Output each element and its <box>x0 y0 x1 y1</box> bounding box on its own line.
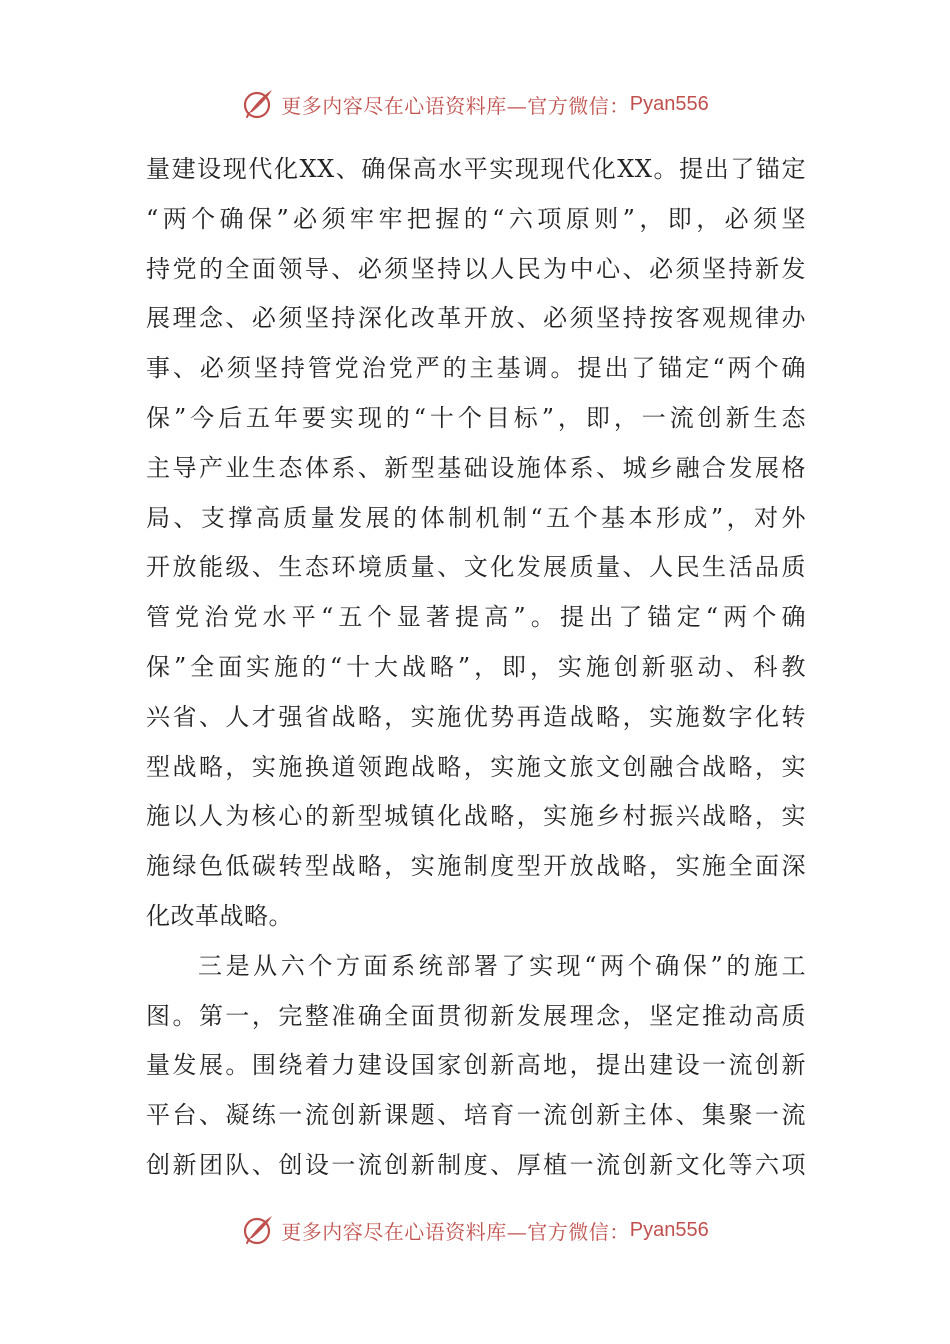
text-line: 型战略，实施换道领跑战略，实施文旅文创融合战略，实 <box>146 752 806 781</box>
watermark-footer <box>0 1210 950 1250</box>
watermark-account: Pyan556 <box>629 92 709 115</box>
watermark-text: 更多内容尽在心语资料库—官方微信： <box>281 1219 630 1244</box>
text-line: 保”今后五年要实现的“十个目标”，即，一流创新生态 <box>146 403 806 432</box>
quill-pen-circle-icon <box>241 1213 275 1247</box>
text-line: 管党治党水平“五个显著提高”。提出了锚定“两个确 <box>146 603 806 632</box>
text-line: 兴省、人才强省战略，实施优势再造战略，实施数字化转 <box>146 702 806 731</box>
text-line: 创新团队、创设一流创新制度、厚植一流创新文化等六项 <box>146 1150 806 1179</box>
text-line: 主导产业生态体系、新型基础设施体系、城乡融合发展格 <box>146 453 806 482</box>
text-line: 施绿色低碳转型战略，实施制度型开放战略，实施全面深 <box>146 852 806 881</box>
text-line: 展理念、必须坚持深化改革开放、必须坚持按客观规律办 <box>146 304 806 333</box>
text-line: 平台、凝练一流创新课题、培育一流创新主体、集聚一流 <box>146 1101 806 1130</box>
text-line: 施以人为核心的新型城镇化战略，实施乡村振兴战略，实 <box>146 802 806 831</box>
text-line: 保”全面实施的“十大战略”，即，实施创新驱动、科教 <box>146 652 806 681</box>
quill-pen-circle-icon <box>241 87 275 121</box>
text-line: 局、支撑高质量发展的体制机制“五个基本形成”，对外 <box>146 503 806 532</box>
text-line: 图。第一，完整准确全面贯彻新发展理念，坚定推动高质 <box>146 1001 806 1030</box>
watermark-header <box>0 84 950 124</box>
paragraph-start-line: 三是从六个方面系统部署了实现“两个确保”的施工 <box>198 951 806 980</box>
text-line: 量建设现代化XX、确保高水平实现现代化XX。提出了锚定 <box>146 155 806 183</box>
watermark-text: 更多内容尽在心语资料库—官方微信： <box>281 93 630 118</box>
text-line: 量发展。围绕着力建设国家创新高地，提出建设一流创新 <box>146 1051 806 1080</box>
document-body <box>146 145 806 1191</box>
text-line: 事、必须坚持管党治党严的主基调。提出了锚定“两个确 <box>146 354 806 383</box>
text-line: 化改革战略。 <box>146 901 293 930</box>
text-line: “两个确保”必须牢牢把握的“六项原则”，即，必须坚 <box>146 204 806 233</box>
text-line: 开放能级、生态环境质量、文化发展质量、人民生活品质 <box>146 553 806 582</box>
watermark-account: Pyan556 <box>629 1218 709 1241</box>
text-line: 持党的全面领导、必须坚持以人民为中心、必须坚持新发 <box>146 254 806 283</box>
